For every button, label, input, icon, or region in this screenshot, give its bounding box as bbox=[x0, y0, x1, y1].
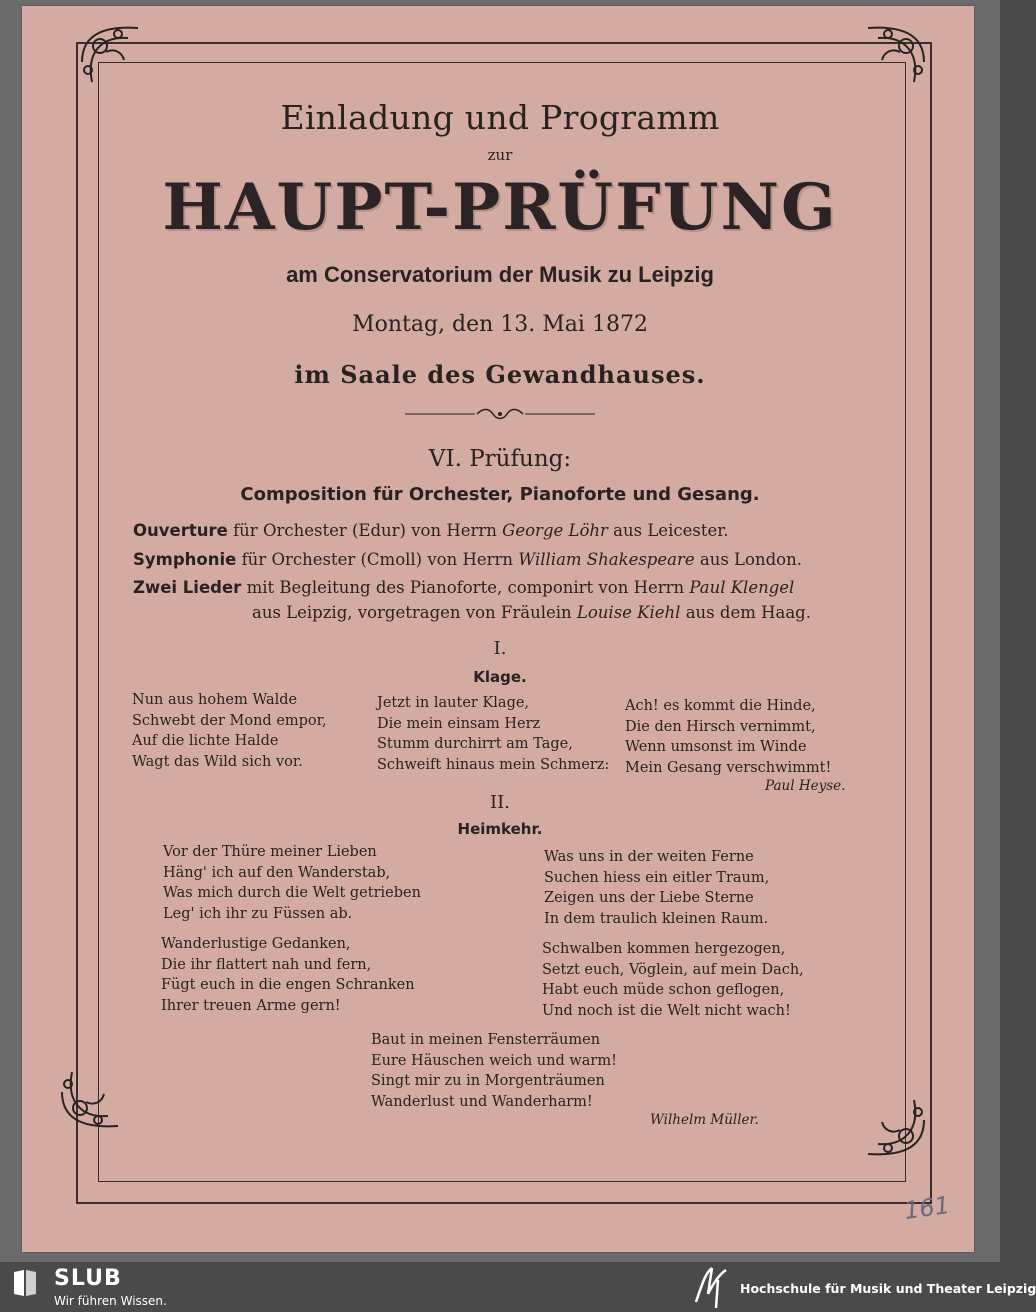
hmt-logo-icon[interactable] bbox=[692, 1264, 730, 1310]
poem-stanza: Schwalben kommen hergezogen, Setzt euch, Vöglein, auf mein Dach, Habt euch müde schon geflogen, Und noch ist die Welt nicht wach! bbox=[542, 941, 804, 1019]
corner-ornament-icon bbox=[58, 1060, 130, 1132]
poem-stanza: Ach! es kommt die Hinde, Die den Hirsch vernimmt, Wenn umsonst im Winde Mein Gesang verschwimmt! bbox=[625, 698, 832, 776]
slub-logo-icon[interactable] bbox=[12, 1268, 38, 1298]
composer-name: Paul Klengel bbox=[689, 578, 795, 597]
poem-author: Paul Heyse. bbox=[765, 778, 846, 794]
poem-stanza: Was uns in der weiten Ferne Suchen hiess ein eitler Traum, Zeigen uns der Liebe Sterne In dem traulich kleinen Raum. bbox=[544, 849, 770, 927]
institution-name[interactable]: Hochschule für Musik und Theater Leipzig bbox=[740, 1281, 1036, 1296]
program-heading: Zwei Lieder bbox=[133, 578, 242, 597]
corner-ornament-icon bbox=[856, 22, 928, 94]
poem-stanza: Jetzt in lauter Klage, Die mein einsam Herz Stumm durchirrt am Tage, Schweift hinaus mein Schmerz: bbox=[377, 695, 610, 773]
program-item: Ouverture für Orchester (Edur) von Herrn George Löhr aus Leicester. bbox=[133, 521, 729, 540]
song-title: Heimkehr. bbox=[457, 820, 543, 838]
invitation-title: Einladung und Programm bbox=[280, 98, 720, 137]
program-item: Symphonie für Orchester (Cmoll) von Herrn William Shakespeare aus London. bbox=[133, 550, 802, 569]
main-title: HAUPT-PRÜFUNG bbox=[162, 170, 838, 245]
handwritten-page-number: 161 bbox=[902, 1190, 952, 1226]
program-item: Zwei Lieder mit Begleitung des Pianoforte, componirt von Herrn Paul Klengel bbox=[133, 578, 795, 597]
date-line: Montag, den 13. Mai 1872 bbox=[352, 312, 648, 337]
institution-line: am Conservatorium der Musik zu Leipzig bbox=[286, 262, 714, 287]
poem-stanza: Nun aus hohem Walde Schwebt der Mond empor, Auf die lichte Halde Wagt das Wild sich vor. bbox=[132, 692, 327, 770]
composer-name: William Shakespeare bbox=[518, 550, 695, 569]
poem-author: Wilhelm Müller. bbox=[650, 1112, 759, 1128]
singer-name: Louise Kiehl bbox=[576, 603, 681, 622]
invitation-zur: zur bbox=[487, 146, 513, 164]
composer-name: George Löhr bbox=[502, 521, 608, 540]
poem-stanza: Wanderlustige Gedanken, Die ihr flattert nah und fern, Fügt euch in die engen Schranken Ihrer treuen Arme gern! bbox=[161, 936, 415, 1014]
library-name[interactable]: SLUB bbox=[54, 1266, 122, 1291]
song-title: Klage. bbox=[473, 668, 527, 686]
song-numeral: II. bbox=[490, 792, 510, 813]
corner-ornament-icon bbox=[78, 22, 150, 94]
exam-number: VI. Prüfung: bbox=[428, 446, 572, 472]
footer-bar bbox=[0, 1262, 1036, 1312]
program-heading: Ouverture bbox=[133, 521, 228, 540]
poem-stanza: Vor der Thüre meiner Lieben Häng' ich auf den Wanderstab, Was mich durch die Welt getrieben Leg' ich ihr zu Füssen ab. bbox=[163, 844, 421, 922]
program-item-continued: aus Leipzig, vorgetragen von Fräulein Louise Kiehl aus dem Haag. bbox=[252, 603, 811, 622]
venue-line: im Saale des Gewandhauses. bbox=[294, 360, 706, 389]
poem-stanza: Baut in meinen Fensterräumen Eure Häuschen weich und warm! Singt mir zu in Morgenträumen Wanderlust und Wanderharm! bbox=[371, 1032, 617, 1110]
divider-ornament-icon bbox=[405, 407, 595, 421]
corner-ornament-icon bbox=[856, 1088, 928, 1160]
program-heading: Symphonie bbox=[133, 550, 237, 569]
song-numeral: I. bbox=[493, 638, 507, 659]
exam-subtitle: Composition für Orchester, Pianoforte und Gesang. bbox=[240, 484, 760, 505]
library-tagline: Wir führen Wissen. bbox=[54, 1294, 167, 1308]
